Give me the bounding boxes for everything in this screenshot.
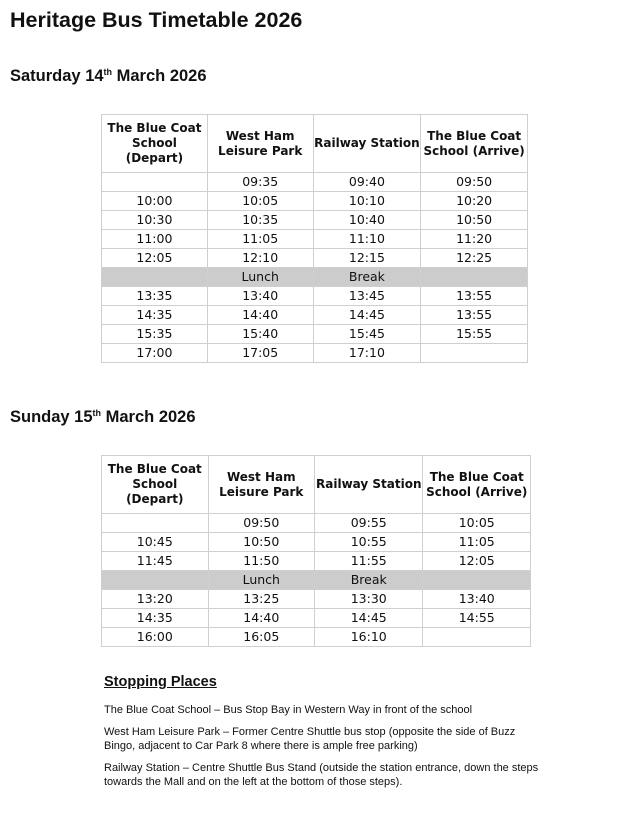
table-cell — [102, 268, 208, 287]
table-cell: 15:55 — [421, 325, 528, 344]
table-cell: 14:55 — [423, 609, 531, 628]
table-cell — [102, 514, 209, 533]
timetable-header-row — [102, 115, 528, 173]
stopping-places — [104, 674, 544, 797]
table-cell: 17:00 — [102, 344, 208, 363]
table-cell: 10:20 — [421, 192, 528, 211]
saturday-day: Saturday 14 — [10, 67, 104, 85]
table-cell: 17:10 — [313, 344, 421, 363]
table-cell: 13:35 — [102, 287, 208, 306]
table-cell: 10:55 — [315, 533, 423, 552]
sunday-month: March 2026 — [101, 408, 196, 426]
table-cell: 10:30 — [102, 211, 208, 230]
sunday-heading — [10, 408, 196, 427]
stopping-places-heading: Stopping Places — [104, 674, 217, 690]
table-cell: 10:40 — [313, 211, 421, 230]
saturday-month: March 2026 — [112, 67, 207, 85]
table-cell: 11:55 — [315, 552, 423, 571]
table-cell: Lunch — [207, 268, 313, 287]
table-cell: 13:40 — [423, 590, 531, 609]
stop-railway-station: Railway Station – Centre Shuttle Bus Stand (outside the station entrance, down the steps towards the Mall and on the left at the bottom of those steps). — [104, 762, 539, 788]
saturday-heading — [10, 67, 207, 86]
header-blue-coat-arrive: The Blue Coat School (Arrive) — [421, 115, 528, 173]
table-cell: 13:45 — [313, 287, 421, 306]
table-cell — [421, 268, 528, 287]
table-cell: 10:00 — [102, 192, 208, 211]
table-cell — [423, 628, 531, 647]
table-cell: 10:05 — [207, 192, 313, 211]
table-cell: 13:25 — [208, 590, 314, 609]
saturday-ordinal: th — [103, 67, 113, 77]
table-row — [102, 173, 528, 192]
table-cell: 11:10 — [313, 230, 421, 249]
table-row — [102, 571, 531, 590]
table-row — [102, 192, 528, 211]
table-cell: 09:35 — [207, 173, 313, 192]
table-row — [102, 249, 528, 268]
table-cell: 11:50 — [208, 552, 314, 571]
table-row — [102, 552, 531, 571]
table-cell — [423, 571, 531, 590]
header-blue-coat-arrive: The Blue Coat School (Arrive) — [423, 456, 531, 514]
table-cell: 10:10 — [313, 192, 421, 211]
table-cell: 12:05 — [423, 552, 531, 571]
header-blue-coat-depart: The Blue Coat School (Depart) — [102, 115, 208, 173]
table-cell: 12:10 — [207, 249, 313, 268]
page-title: Heritage Bus Timetable 2026 — [10, 8, 303, 32]
header-railway-station: Railway Station — [313, 115, 421, 173]
timetable-header-row — [102, 456, 531, 514]
table-cell: 14:40 — [208, 609, 314, 628]
sunday-timetable — [101, 455, 531, 647]
table-cell: 12:05 — [102, 249, 208, 268]
table-cell: 13:30 — [315, 590, 423, 609]
table-cell: 11:45 — [102, 552, 209, 571]
stop-blue-coat: The Blue Coat School – Bus Stop Bay in Western Way in front of the school — [104, 704, 473, 716]
table-cell: 12:15 — [313, 249, 421, 268]
table-cell: 15:45 — [313, 325, 421, 344]
table-cell: 16:00 — [102, 628, 209, 647]
table-cell: 11:20 — [421, 230, 528, 249]
header-west-ham: West Ham Leisure Park — [208, 456, 314, 514]
table-row — [102, 325, 528, 344]
table-cell: 12:25 — [421, 249, 528, 268]
table-row — [102, 268, 528, 287]
table-cell: 16:05 — [208, 628, 314, 647]
header-railway-station: Railway Station — [315, 456, 423, 514]
table-row — [102, 211, 528, 230]
table-cell — [102, 173, 208, 192]
table-cell: 14:35 — [102, 609, 209, 628]
table-cell: 10:35 — [207, 211, 313, 230]
table-cell: 10:45 — [102, 533, 209, 552]
stop-west-ham: West Ham Leisure Park – Former Centre Shuttle bus stop (opposite the side of Buzz Bingo, adjacent to Car Park 8 where there is ample free parking) — [104, 726, 516, 752]
table-row — [102, 590, 531, 609]
table-cell: 09:40 — [313, 173, 421, 192]
sunday-ordinal: th — [92, 408, 102, 418]
table-cell: 11:05 — [423, 533, 531, 552]
table-cell: 13:40 — [207, 287, 313, 306]
table-cell: 14:45 — [315, 609, 423, 628]
table-cell: 10:05 — [423, 514, 531, 533]
table-row — [102, 287, 528, 306]
header-west-ham: West Ham Leisure Park — [207, 115, 313, 173]
header-blue-coat-depart: The Blue Coat School (Depart) — [102, 456, 209, 514]
table-cell — [421, 344, 528, 363]
table-cell: 17:05 — [207, 344, 313, 363]
table-cell: Break — [315, 571, 423, 590]
table-cell: Lunch — [208, 571, 314, 590]
table-row — [102, 628, 531, 647]
table-cell: 13:55 — [421, 287, 528, 306]
table-cell: 11:05 — [207, 230, 313, 249]
table-cell: 09:50 — [421, 173, 528, 192]
table-cell: 16:10 — [315, 628, 423, 647]
table-cell: 14:40 — [207, 306, 313, 325]
table-cell: 09:55 — [315, 514, 423, 533]
sunday-day: Sunday 15 — [10, 408, 93, 426]
table-cell: 15:35 — [102, 325, 208, 344]
table-cell: 14:35 — [102, 306, 208, 325]
table-cell: Break — [313, 268, 421, 287]
table-cell: 10:50 — [208, 533, 314, 552]
table-row — [102, 609, 531, 628]
table-row — [102, 344, 528, 363]
table-row — [102, 514, 531, 533]
table-cell: 15:40 — [207, 325, 313, 344]
table-cell: 09:50 — [208, 514, 314, 533]
table-row — [102, 230, 528, 249]
table-cell: 13:20 — [102, 590, 209, 609]
table-cell: 14:45 — [313, 306, 421, 325]
table-cell — [102, 571, 209, 590]
table-row — [102, 306, 528, 325]
table-cell: 11:00 — [102, 230, 208, 249]
table-row — [102, 533, 531, 552]
saturday-timetable — [101, 114, 528, 363]
table-cell: 10:50 — [421, 211, 528, 230]
table-cell: 13:55 — [421, 306, 528, 325]
